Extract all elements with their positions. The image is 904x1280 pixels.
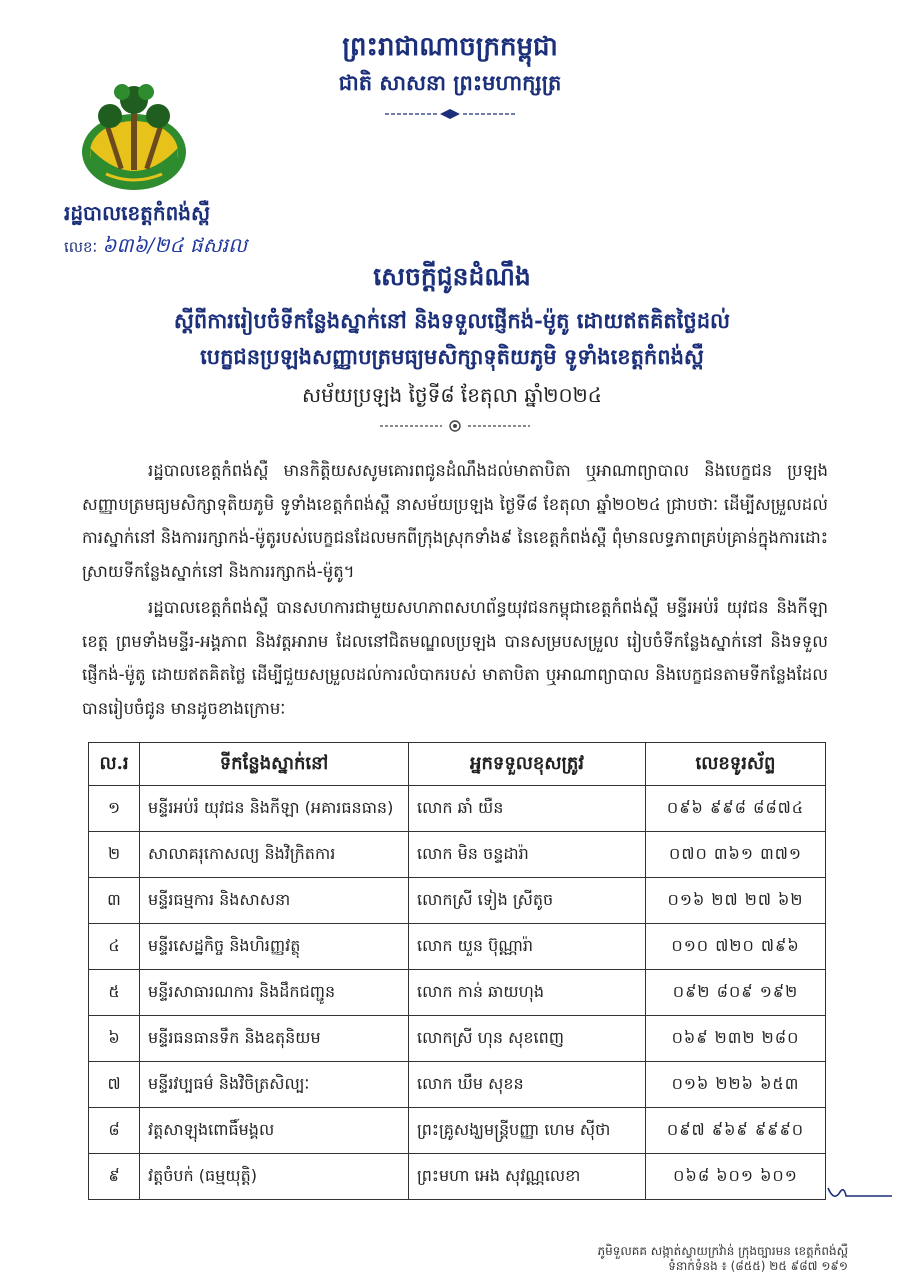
row-place: វត្តសាឡុងពោធិ៍មង្គល [140,1108,409,1154]
table-row [89,878,826,924]
body-paragraph-2: រដ្ឋបាលខេត្តកំពង់ស្ពឺ បានសហការជាមួយសហភាពសហព័ន្ធយុវជនកម្ពុជាខេត្តកំពង់ស្ពឺ មន្ទីរអប់រំ យុវជន និងកីឡាខេត្ត ព្រមទាំងមន្ទីរ-អង្គភាព និងវត្តអារាម ដែលនៅជិតមណ្ឌលប្រឡង បានសម្របសម្រួល រៀបចំទីកន្លែងស្នាក់នៅ និងទទួលផ្ញើកង់-ម៉ូតូ ដោយឥតគិតថ្លៃ ដើម្បីជួយសម្រួលដល់ការលំបាករបស់ មាតាបិតា ឬអាណាព្យាបាល និងបេក្ខជនតាមទីកន្លែងដែលបានរៀបចំជូន មានដូចខាងក្រោមៈ [82,598,828,718]
table-row [89,1108,826,1154]
table-row [89,786,826,832]
accommodation-table [88,742,826,1200]
provincial-emblem-icon [76,78,192,194]
exam-session: សម័យប្រឡង ថ្ងៃទី៨ ខែតុលា ឆ្នាំ២០២៤ [302,383,602,407]
table-row [89,1062,826,1108]
row-place: មន្ទីរសាធារណការ និងដឹកជញ្ជូន [140,970,409,1016]
row-person: លោក ឃឹម សុខន [409,1062,646,1108]
row-number: ៥ [89,970,140,1016]
column-header-phone: លេខទូរស័ព្ទ [646,743,826,786]
row-person: ព្រះគ្រូសង្ឃមន្ត្រីបញ្ញា ហេម ស៊ីថា [409,1108,646,1154]
row-place: មន្ទីរធម្មការ និងសាសនា [140,878,409,924]
row-number: ៩ [89,1154,140,1200]
row-person: លោកស្រី ទៀង ស្រីតូច [409,878,646,924]
footer-address-block [597,1244,848,1274]
reference-label: លេខៈ [64,238,98,256]
row-number: ១ [89,786,140,832]
subtitle-line-2: បេក្ខជនប្រឡងសញ្ញាបត្រមធ្យមសិក្សាទុតិយភូមិ ទូទាំងខេត្តកំពង់ស្ពឺ [200,344,704,369]
row-person: លោក មិន ចន្ទដារ៉ា [409,832,646,878]
national-motto: ជាតិ សាសនា ព្រះមហាក្សត្រ [338,70,562,95]
row-place: វត្តចំបក់ (ធម្មយុត្តិ) [140,1154,409,1200]
row-phone: ០៩២ ៨០៩ ១៩២ [646,970,826,1016]
table-row [89,970,826,1016]
row-place: មន្ទីរអប់រំ យុវជន និងកីឡា (អគារធនធាន) [140,786,409,832]
row-phone: ០៩៦ ៩៩៨ ៨៨៧៤ [646,786,826,832]
column-header-person: អ្នកទទួលខុសត្រូវ [409,743,646,786]
table-header-row [89,743,826,786]
row-person: លោក ឆាំ យឺន [409,786,646,832]
row-number: ៦ [89,1016,140,1062]
notice-subtitle [40,303,864,375]
row-person: លោកស្រី ហុន សុខពេញ [409,1016,646,1062]
subtitle-line-1: ស្តីពីការរៀបចំទីកន្លែងស្នាក់នៅ និងទទួលផ្ញើកង់-ម៉ូតូ ដោយឥតគិតថ្លៃដល់ [173,308,731,333]
ornament-divider-icon [380,420,530,432]
table-row [89,924,826,970]
notice-title: សេចក្តីជូនដំណឹង [373,262,531,291]
table-row [89,832,826,878]
row-place: មន្ទីរធនធានទឹក និងឧតុនិយម [140,1016,409,1062]
row-place: មន្ទីរសេដ្ឋកិច្ច និងហិរញ្ញវត្ថុ [140,924,409,970]
row-person: លោក យួន ប៊ុណ្ណារ៉ា [409,924,646,970]
row-phone: ០៦៨ ៦០១ ៦០១ [646,1154,826,1200]
row-person: លោក កាន់ ឆាយហុង [409,970,646,1016]
table-row [89,1016,826,1062]
kingdom-heading: ព្រះរាជាណាចក្រកម្ពុជា [342,32,558,62]
column-header-place: ទីកន្លែងស្នាក់នៅ [140,743,409,786]
footer-address: ភូមិទួលគគ សង្កាត់ស្វាយក្រវ៉ាន់ ក្រុងច្បារមន ខេត្តកំពង់ស្ពឺ [597,1244,848,1258]
column-header-no: ល.រ [89,743,140,786]
row-place: សាលាគរុកោសល្យ និងវិក្រិតការ [140,832,409,878]
ornament-divider-icon [385,108,515,120]
row-number: ៣ [89,878,140,924]
row-phone: ០១០ ៧២០ ៧៩៦ [646,924,826,970]
row-phone: ០៩៧ ៩៦៩ ៩៩៩០ [646,1108,826,1154]
row-phone: ០៧០ ៣៦១ ៣៧១ [646,832,826,878]
reference-number [64,232,304,262]
reference-value: ៦៣៦/២៤ ផសរល [102,233,248,257]
row-number: ៨ [89,1108,140,1154]
footer-contact: ទំនាក់ទំនង ៖ (៨៥៥) ២៥ ៩៨៧ ១៩១ [668,1259,848,1273]
table-row [89,1154,826,1200]
row-phone: ០១៦ ២២៦ ៦៥៣ [646,1062,826,1108]
row-place: មន្ទីរវប្បធម៌ និងវិចិត្រសិល្បៈ [140,1062,409,1108]
issuing-authority: រដ្ឋបាលខេត្តកំពង់ស្ពឺ [64,201,210,225]
row-person: ព្រះមហា អេង សុវណ្ណលេខា [409,1154,646,1200]
row-number: ២ [89,832,140,878]
initials-signature-icon [824,1184,894,1206]
body-paragraph-1: រដ្ឋបាលខេត្តកំពង់ស្ពឺ មានកិត្តិយសសូមគោរពជូនដំណឹងដល់មាតាបិតា ឬអាណាព្យាបាល និងបេក្ខជន ប្រឡងសញ្ញាបត្រមធ្យមសិក្សាទុតិយភូមិ ទូទាំងខេត្តកំពង់ស្ពឺ នាសម័យប្រឡង ថ្ងៃទី៨ ខែតុលា ឆ្នាំ២០២៤ ជ្រាបថាៈ ដើម្បីសម្រួលដល់ការស្នាក់នៅ និងការរក្សាកង់-ម៉ូតូរបស់បេក្ខជនដែលមកពីក្រុងស្រុកទាំង៩ នៃខេត្តកំពង់ស្ពឺ ពុំមានលទ្ធភាពគ្រប់គ្រាន់ក្នុងការដោះស្រាយទីកន្លែងស្នាក់នៅ និងការរក្សាកង់-ម៉ូតូ។ [82,461,828,581]
row-number: ៧ [89,1062,140,1108]
row-number: ៤ [89,924,140,970]
row-phone: ០៦៩ ២៣២ ២៨០ [646,1016,826,1062]
row-phone: ០១៦ ២៧ ២៧ ៦២ [646,878,826,924]
